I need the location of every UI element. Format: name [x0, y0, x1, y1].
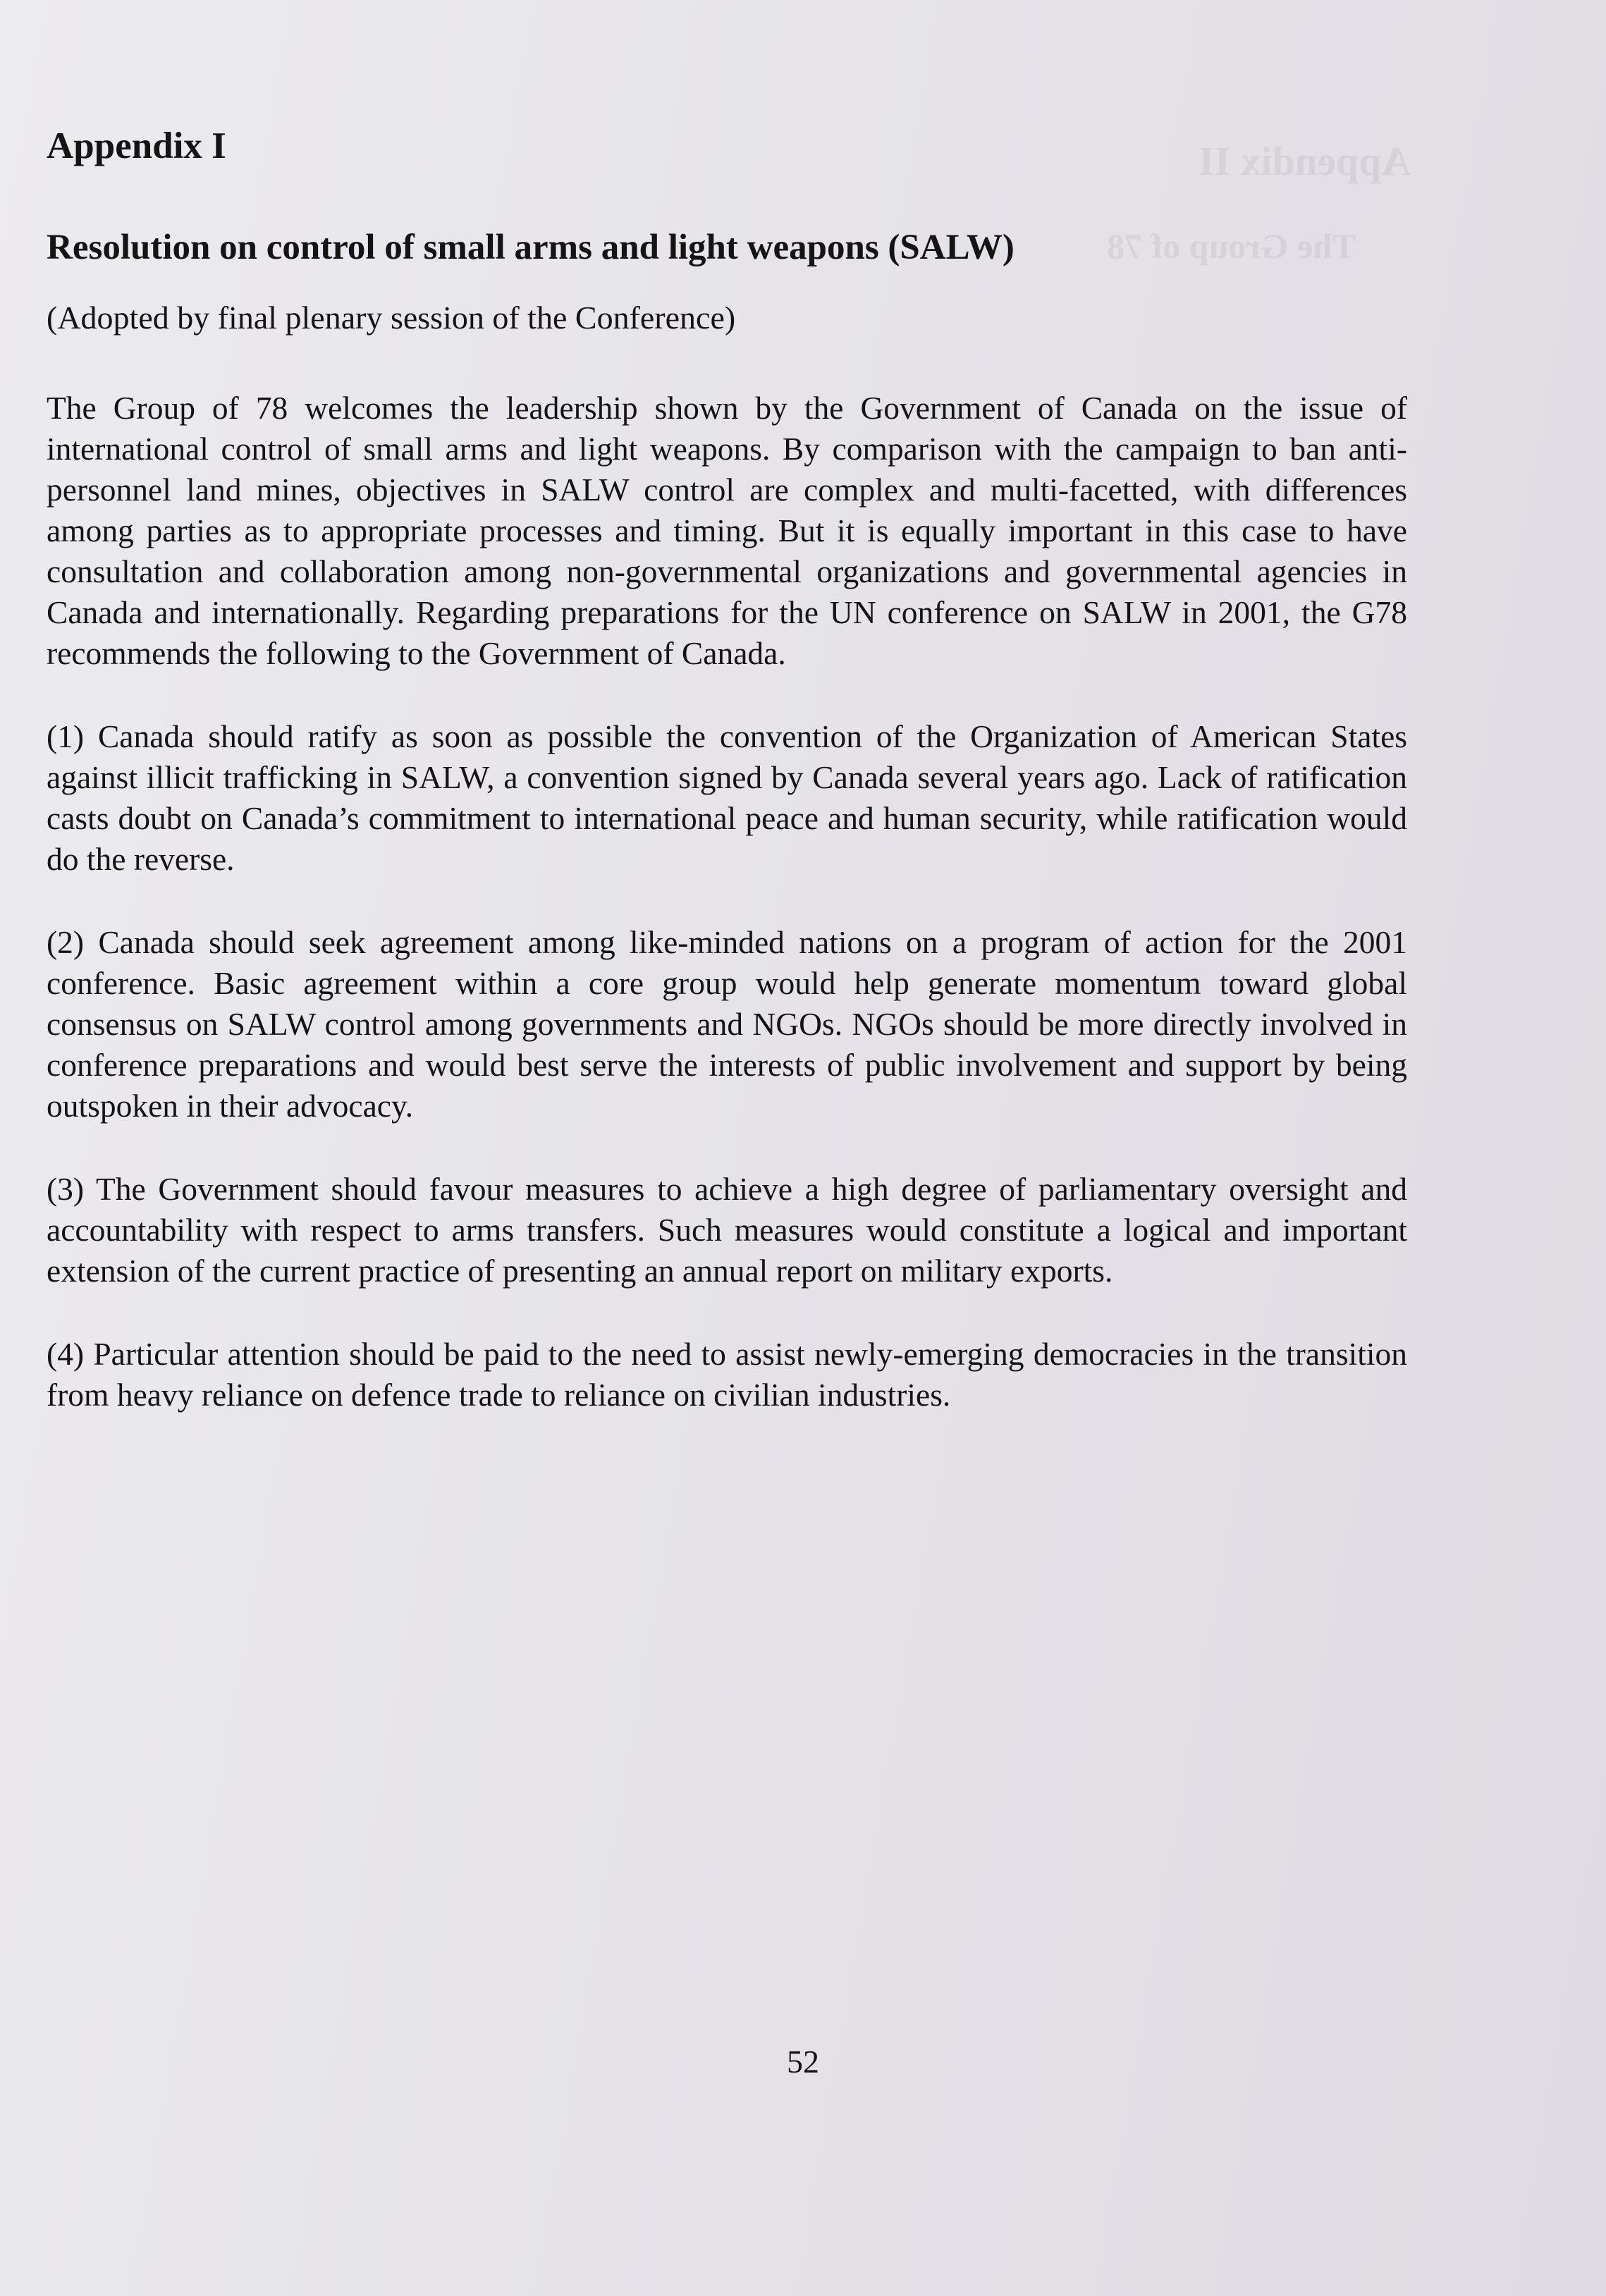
show-through-text: Appendix II The Group of 78 — [1107, 138, 1411, 266]
recommendation-3: (3) The Government should favour measures to achieve a high degree of parliamentary oversight and accountability with respect to arms transfers. Such measures would constitute a logical and important extension of the current practice of presenting an annual report on military exports. — [47, 1171, 1407, 1289]
adoption-note: (Adopted by final plenary session of the Conference) — [47, 299, 736, 336]
page-number: 52 — [787, 2044, 819, 2080]
intro-paragraph: The Group of 78 welcomes the leadership shown by the Government of Canada on the issue of international control of small arms and light weapons. By comparison with the campaign to ban anti-personnel land mines, objectives in SALW control are complex and multi-facetted, with differences among parties as to appropriate processes and timing. But it is equally important in this case to have consultation and collaboration among non-governmental organizations and governmental agencies in Canada and internationally. Regarding preparations for the UN conference on SALW in 2001, the G78 recommends the following to the Government of Canada. — [47, 390, 1407, 672]
page-content — [47, 125, 1407, 1416]
resolution-title: Resolution on control of small arms and light weapons (SALW) — [47, 228, 1015, 268]
recommendation-4: (4) Particular attention should be paid to the need to assist newly-emerging democracies in the transition from heavy reliance on defence trade to reliance on civilian industries. — [47, 1336, 1407, 1413]
appendix-title: Appendix I — [47, 125, 226, 166]
recommendation-1: (1) Canada should ratify as soon as possible the convention of the Organization of American States against illicit trafficking in SALW, a convention signed by Canada several years ago. Lack of ratification casts doubt on Canada’s commitment to international peace and human security, while ratification would do the reverse. — [47, 718, 1407, 878]
recommendation-2: (2) Canada should seek agreement among like-minded nations on a program of action for the 2001 conference. Basic agreement within a core group would help generate momentum toward global consensus on SALW control among governments and NGOs. NGOs should be more directly involved in conference preparations and would best serve the interests of public involvement and support by being outspoken in their advocacy. — [47, 924, 1407, 1124]
